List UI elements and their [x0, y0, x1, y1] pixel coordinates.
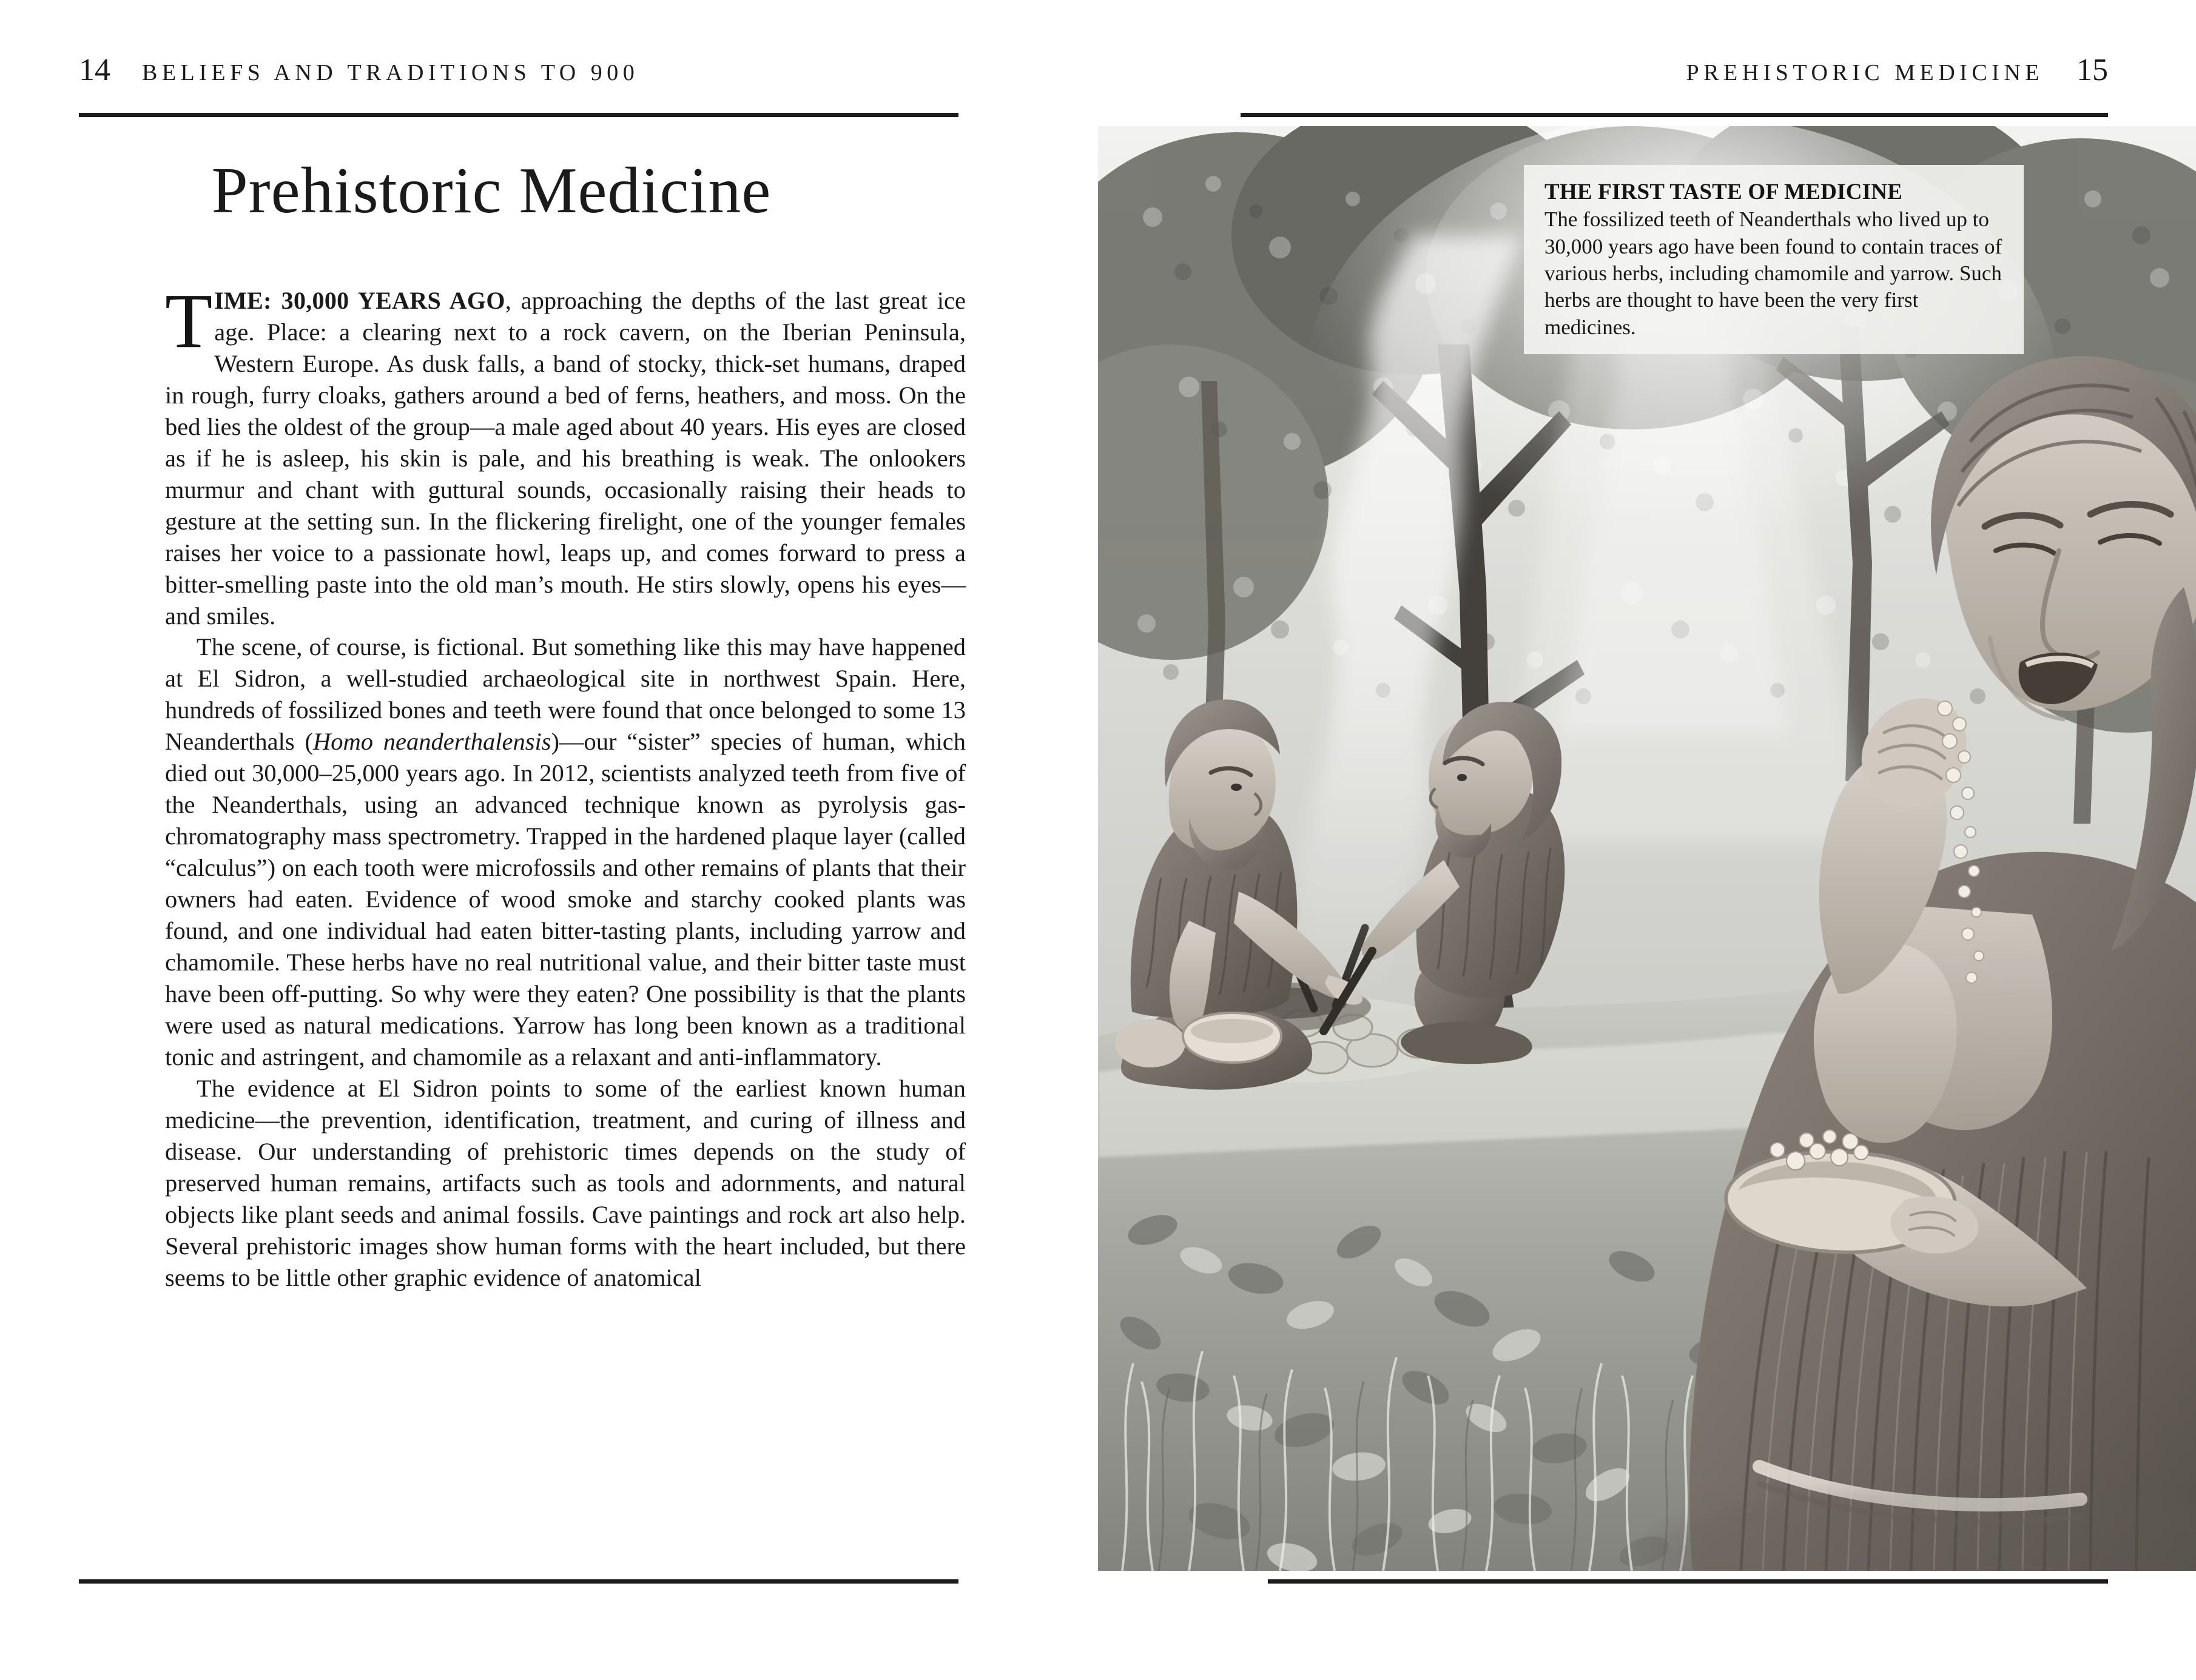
- paragraph-3: The evidence at El Sidron points to some of the earliest known human medicine—the prevention, identification, treatment, and curing of illness and disease. Our understanding of prehistoric times depends on the study of preserved human remains, artifacts such as tools and adornments, and natural objects like plant seeds and animal fossils. Cave paintings and rock art also help. Several prehistoric images show human forms with the heart included, but there seems to be little other graphic evidence of anatomical: [165, 1074, 966, 1291]
- folio-right: 15: [2076, 53, 2108, 87]
- drop-cap: T: [165, 278, 213, 364]
- paragraph-1: [165, 278, 966, 631]
- page-title: Prehistoric Medicine: [211, 155, 772, 227]
- rule-top-left: [79, 113, 958, 118]
- paragraph-1-text: , approaching the depths of the last great ice age. Place: a clearing next to a rock cavern, on the Iberian Peninsula, Western Europe. As dusk falls, a band of stocky, thick-set humans, draped in rough, furry cloaks, gathers around a bed of ferns, heathers, and moss. On the bed lies the oldest of the group—a male aged about 40 years. His eyes are closed as if he is asleep, his skin is pale, and his breathing is weak. The onlookers murmur and chant with guttural sounds, occasionally raising their heads to gesture at the setting sun. In the flickering firelight, one of the younger females raises her voice to a passionate howl, leaps up, and comes forward to press a bitter-smelling paste into the old man’s mouth. He stirs slowly, opens his eyes—and smiles.: [165, 287, 966, 630]
- body-text-column: [165, 278, 966, 1294]
- folio-left: 14: [79, 53, 110, 87]
- paragraph-2-text-b: )—our “sister” species of human, which died out 30,000–25,000 years ago. In 2012, scientists analyzed teeth from five of the Neanderthals, using an advanced technique known as pyrolysis gas-chromatography mass spectrometry. Trapped in the hardened plaque layer (called “calculus”) on each tooth were microfossils and other remains of plants that their owners had eaten. Evidence of wood smoke and starchy cooked plants was found, and one individual had eaten bitter-tasting plants, including yarrow and chamomile. These herbs have no real nutritional value, and their bitter taste must have been off-putting. So why were they eaten? One possibility is that the plants were used as natural medications. Yarrow has long been known as a traditional tonic and astringent, and chamomile as a relaxant and anti-inflammatory.: [165, 728, 966, 1070]
- paragraph-2-text-a: The scene, of course, is fictional. But something like this may have happened at El Sidron, a well-studied archaeological site in northwest Spain. Here, hundreds of fossilized bones and teeth were found that once belonged to some 13 Neanderthals (: [165, 633, 966, 756]
- rule-top-right: [1241, 113, 2108, 118]
- caption-box-body: The fossilized teeth of Neanderthals who lived up to 30,000 years ago have been found to contain traces of various herbs, including chamomile and yarrow. Such herbs are thought to have been the very first medicines.: [1544, 207, 2002, 339]
- running-head-right-title: PREHISTORIC MEDICINE: [1686, 60, 2044, 86]
- running-head-right: [1686, 55, 2109, 86]
- running-head-left: [79, 55, 639, 86]
- running-head-left-title: BELIEFS AND TRADITIONS TO 900: [142, 60, 639, 86]
- paragraph-2: [165, 631, 966, 1072]
- rule-bottom-right: [1268, 1579, 2108, 1585]
- caption-box-title: THE FIRST TASTE OF MEDICINE: [1544, 180, 1903, 204]
- caption-box: [1524, 165, 2024, 354]
- species-name-italic: Homo neanderthalensis: [312, 728, 551, 756]
- lead-small-caps: IME: 30,000 YEARS AGO: [214, 287, 505, 314]
- rule-bottom-left: [79, 1579, 958, 1585]
